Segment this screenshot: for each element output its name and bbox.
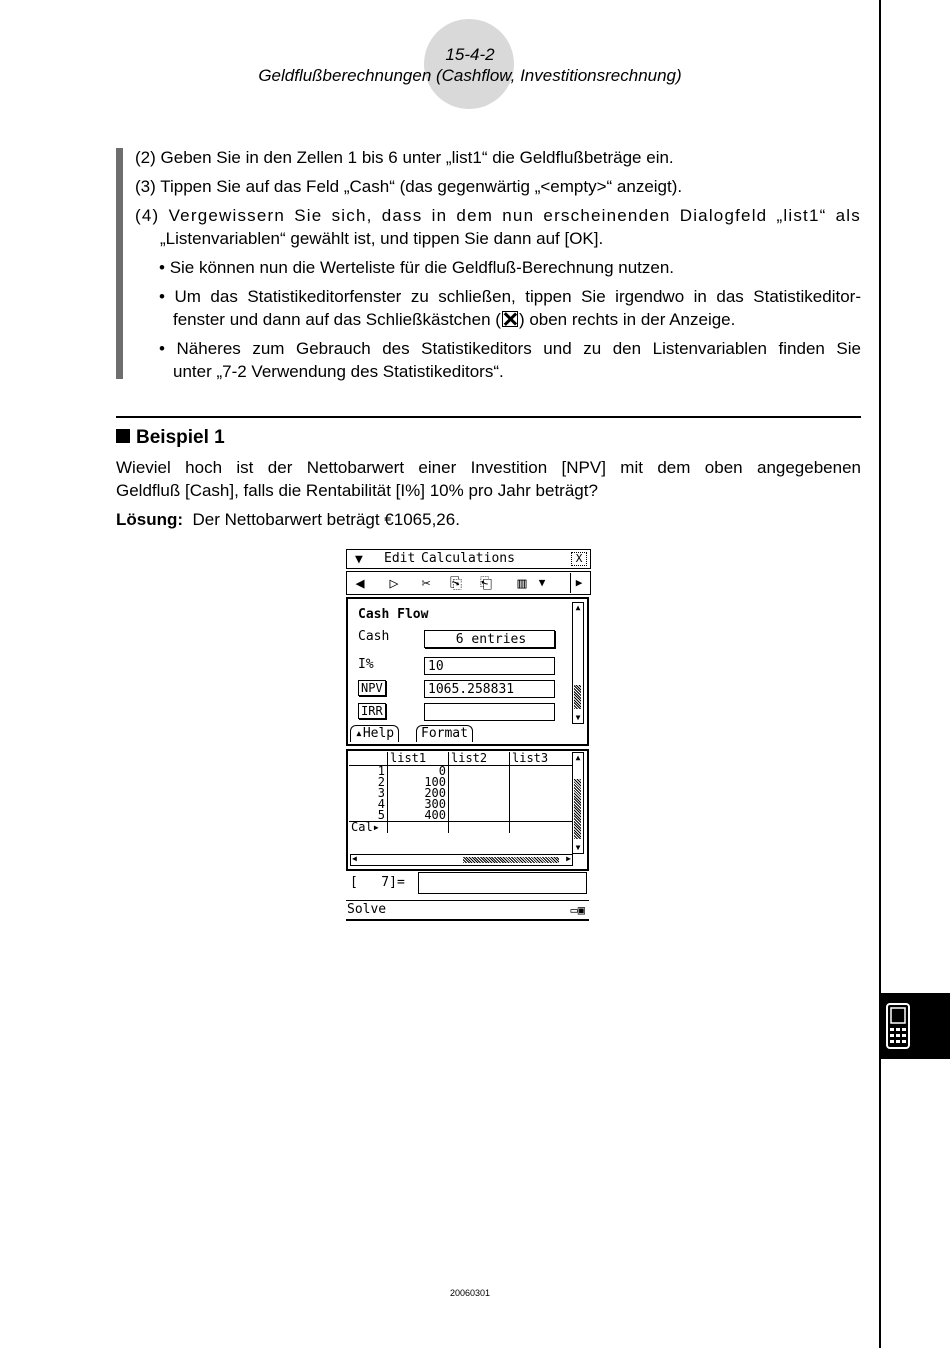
column-header[interactable]: list1 <box>388 752 449 766</box>
example-solution: Lösung: Der Nettobarwert beträgt €1065,26. <box>116 510 460 529</box>
table-row[interactable]: 5 400 <box>349 810 572 822</box>
bullet-3: • Näheres zum Gebrauch des Statistikeditors und zu den Listenvariablen finden Sie unter „7-2 Verwendung des Statistikeditors“. <box>159 339 861 381</box>
section-divider <box>116 416 861 418</box>
status-text: Solve <box>347 902 387 917</box>
toolbar <box>346 571 591 595</box>
step-3: (3) Tippen Sie auf das Feld „Cash“ (das gegenwärtig „<empty>“ anzeigt). <box>135 177 683 196</box>
scroll-up-icon[interactable]: ▲ <box>575 753 581 762</box>
battery-icon: ▭▣ <box>570 903 585 917</box>
cell-input[interactable] <box>418 872 587 894</box>
scroll-up-icon[interactable]: ▲ <box>575 603 581 612</box>
right-margin-line <box>879 0 881 1348</box>
chapter-tab <box>881 993 950 1059</box>
stat-editor <box>346 749 589 871</box>
cash-flow-panel <box>346 597 589 746</box>
npv-field[interactable]: 1065.258831 <box>424 680 555 698</box>
irr-button[interactable]: IRR <box>358 703 386 719</box>
cal-row-label[interactable]: Cal▸ <box>349 822 388 834</box>
scroll-right-icon[interactable]: ▶ <box>570 573 587 593</box>
play-icon[interactable]: ▷ <box>389 574 399 592</box>
bullet-1: • Sie können nun die Werteliste für die Geldfluß-Berechnung nutzen. <box>159 258 675 277</box>
menu-calculations[interactable]: Calculations <box>421 551 515 566</box>
example-question: Wieviel hoch ist der Nettobarwert einer Investition [NPV] mit dem oben angegebenen Geldfluß [Cash], falls die Rentabilität [I%] 10% pro Jahr beträgt? <box>116 458 861 500</box>
horizontal-scrollbar[interactable] <box>350 854 573 866</box>
table-row[interactable]: 4 300 <box>349 799 572 810</box>
table-icon[interactable]: ▥ <box>517 574 527 592</box>
scroll-down-icon[interactable]: ▼ <box>575 843 581 852</box>
scroll-down-icon[interactable]: ▼ <box>575 713 581 722</box>
close-window-button[interactable]: X <box>571 552 587 566</box>
paste-icon[interactable]: ⎗ <box>479 574 492 592</box>
heading-square-icon <box>116 429 130 443</box>
scroll-left-icon[interactable]: ◀ <box>352 854 357 863</box>
menu-bar <box>346 549 591 569</box>
step-4: (4) Vergewissern Sie sich, dass in dem nun erscheinenden Dialogfeld „list1“ als „Listenvariablen“ gewählt ist, und tippen Sie dann auf [OK]. <box>135 206 861 248</box>
example-heading: Beispiel 1 <box>116 427 225 449</box>
page-number: 15-4-2 <box>445 45 495 64</box>
cash-field[interactable]: 6 entries <box>424 630 555 648</box>
cash-label: Cash <box>358 629 390 644</box>
menu-edit[interactable]: Edit <box>384 551 416 566</box>
list-table <box>349 752 572 833</box>
note-sidebar-bar <box>116 148 123 379</box>
calculator-icon <box>886 1003 910 1049</box>
interest-field[interactable]: 10 <box>424 657 555 675</box>
status-bar <box>346 900 589 921</box>
grid-scrollbar[interactable] <box>572 752 584 854</box>
bullet-2: • Um das Statistikeditorfenster zu schließen, tippen Sie irgendwo in das Statistikeditor- fenster und dann auf das Schließkästchen ( ) oben rechts in der Anzeige. <box>159 287 861 329</box>
cell-reference: [ 7]= <box>350 875 405 890</box>
cut-icon[interactable]: ✂ <box>421 574 431 592</box>
panel-title: Cash Flow <box>358 607 429 622</box>
footer-date-code: 20060301 <box>449 1288 491 1298</box>
tab-help[interactable]: ▴Help <box>350 725 399 742</box>
npv-button[interactable]: NPV <box>358 680 386 696</box>
section-title: Geldflußberechnungen (Cashflow, Investitionsrechnung) <box>258 66 682 85</box>
copy-icon[interactable]: ⎘ <box>449 574 462 592</box>
close-box-icon <box>502 311 518 327</box>
column-header[interactable]: list2 <box>449 752 510 766</box>
dropdown-icon[interactable]: ▼ <box>538 576 546 589</box>
table-row[interactable]: 2 100 <box>349 777 572 788</box>
table-row[interactable]: 3 200 <box>349 788 572 799</box>
scroll-right-icon[interactable]: ▶ <box>566 854 571 863</box>
tab-format[interactable]: Format <box>416 725 473 742</box>
back-icon[interactable]: ◀ <box>355 574 365 592</box>
calculator-screen <box>346 549 591 921</box>
table-row[interactable]: 1 0 <box>349 766 572 778</box>
menu-icon[interactable]: ▼ <box>355 552 363 567</box>
cell-entry-row <box>348 871 589 895</box>
column-header[interactable]: list3 <box>510 752 573 766</box>
step-2: (2) Geben Sie in den Zellen 1 bis 6 unter „list1“ die Geldflußbeträge ein. <box>135 148 674 167</box>
irr-field[interactable] <box>424 703 555 721</box>
panel-scrollbar[interactable] <box>572 602 584 724</box>
interest-label: I% <box>358 657 374 672</box>
